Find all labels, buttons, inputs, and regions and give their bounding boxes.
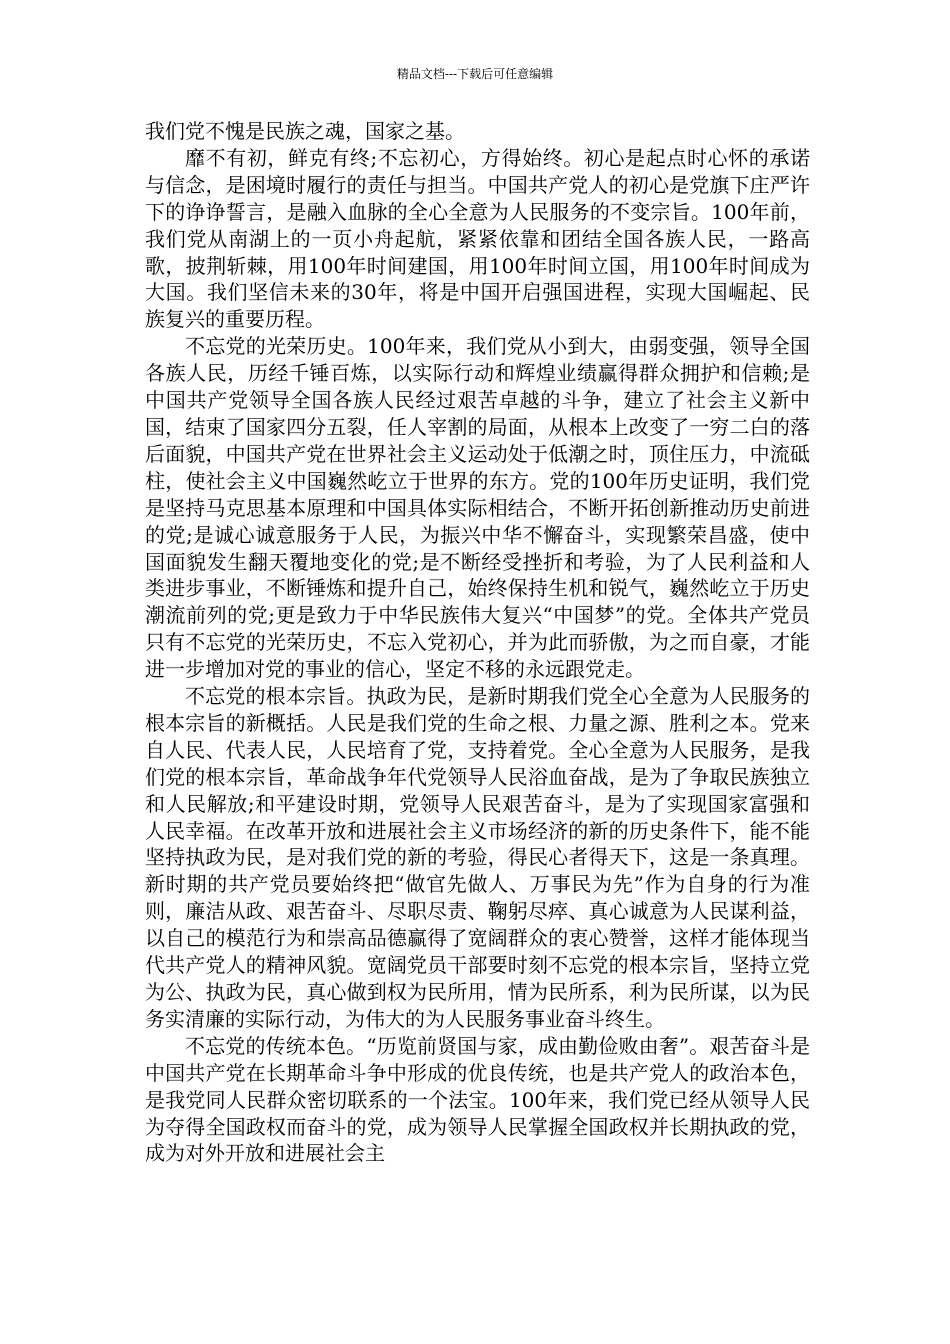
paragraph-2: 靡不有初，鲜克有终;不忘初心，方得始终。初心是起点时心怀的承诺与信念，是困境时履行的责任与担当。中国共产党人的初心是党旗下庄严许下的诤诤誓言，是融入血脉的全心全意为人民服务的不变宗旨。100年前，我们党从南湖上的一页小舟起航，紧紧依靠和团结全国各族人民，一路高歌，披荆斩棘，用100年时间建国，用100年时间立国，用100年时间成为大国。我们坚信未来的30年，将是中国开启强国进程，实现大国崛起、民族复兴的重要历程。 (145, 145, 810, 332)
document-body (145, 118, 810, 1167)
paragraph-5: 不忘党的传统本色。“历览前贤国与家，成由勤俭败由奢”。艰苦奋斗是中国共产党在长期革命斗争中形成的优良传统，也是共产党人的政治本色，是我党同人民群众密切联系的一个法宝。100年来，我们党已经从领导人民为夺得全国政权而奋斗的党，成为领导人民掌握全国政权并长期执政的党，成为对外开放和进展社会主 (145, 1033, 810, 1166)
paragraph-1: 我们党不愧是民族之魂，国家之基。 (145, 119, 465, 143)
page-header: 精品文档---下载后可任意编辑 (396, 67, 554, 81)
paragraph-4: 不忘党的根本宗旨。执政为民，是新时期我们党全心全意为人民服务的根本宗旨的新概括。人民是我们党的生命之根、力量之源、胜利之本。党来自人民、代表人民，人民培育了党，支持着党。全心全意为人民服务，是我们党的根本宗旨，革命战争年代党领导人民浴血奋战，是为了争取民族独立和人民解放;和平建设时期，党领导人民艰苦奋斗，是为了实现国家富强和人民幸福。在改革开放和进展社会主义市场经济的新的历史条件下，能不能坚持执政为民，是对我们党的新的考验，得民心者得天下，这是一条真理。新时期的共产党员要始终把“做官先做人、万事民为先”作为自身的行为准则，廉洁从政、艰苦奋斗、尽职尽责、鞠躬尽瘁、真心诚意为人民谋利益，以自己的模范行为和崇高品德赢得了宽阔群众的衷心赞誉，这样才能体现当代共产党人的精神风貌。宽阔党员干部要时刻不忘党的根本宗旨，坚持立党为公、执政为民，真心做到权为民所用，情为民所系，利为民所谋，以为民务实清廉的实际行动，为伟大的为人民服务事业奋斗终生。 (145, 684, 810, 1031)
paragraph-3: 不忘党的光荣历史。100年来，我们党从小到大，由弱变强，领导全国各族人民，历经千锤百炼，以实际行动和辉煌业绩赢得群众拥护和信赖;是中国共产党领导全国各族人民经过艰苦卓越的斗争，建立了社会主义新中国，结束了国家四分五裂，任人宰割的局面，从根本上改变了一穷二白的落后面貌，中国共产党在世界社会主义运动处于低潮之时，顶住压力，中流砥柱，使社会主义中国巍然屹立于世界的东方。党的100年历史证明，我们党是坚持马克思基本原理和中国具体实际相结合，不断开拓创新推动历史前进的党;是诚心诚意服务于人民，为振兴中华不懈奋斗，实现繁荣昌盛，使中国面貌发生翻天覆地变化的党;是不断经受挫折和考验，为了人民利益和人类进步事业，不断锤炼和提升自己，始终保持生机和锐气，巍然屹立于历史潮流前列的党;更是致力于中华民族伟大复兴“中国梦”的党。全体共产党员只有不忘党的光荣历史，不忘入党初心，并为此而骄傲，为之而自豪，才能进一步增加对党的事业的信心，坚定不移的永远跟党走。 (145, 334, 810, 682)
